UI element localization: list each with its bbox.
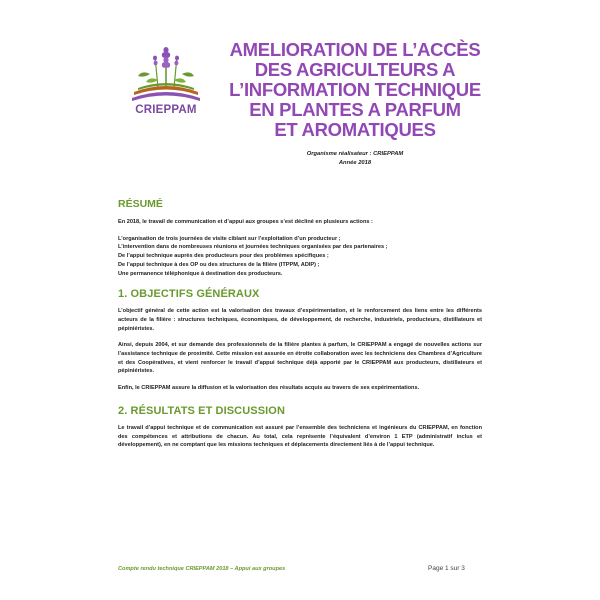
section-heading-resultats: 2. RÉSULTATS ET DISCUSSION [118,404,286,417]
resume-bullet: De l’appui technique auprès des producteurs pour des problèmes spécifiques ; [118,253,329,260]
organizer-line: Organisme réalisateur : CRIEPPAM [306,151,404,157]
resume-bullet: De l’appui technique à des OP ou des structures de la filière (ITPPM, ADIP) ; [118,261,320,268]
document-meta [210,150,500,168]
resume-bullet: L’organisation de trois journées de visite ciblant sur l’exploitation d’un producteur ; [118,235,341,242]
title-line: L’INFORMATION TECHNIQUE [229,79,481,100]
document-body [118,198,482,450]
title-line: DES AGRICULTEURS A [254,59,456,80]
title-line: AMELIORATION DE L’ACCÈS [229,39,481,60]
title-line: EN PLANTES A PARFUM [249,99,461,120]
document-title [210,40,500,140]
title-line: ET AROMATIQUES [274,119,436,140]
resultats-paragraph: Le travail d’appui technique et de communication est assuré par l’ensemble des techniciens et ingénieurs du CRIEPPAM, en fonction des compétences et attributions de chacun. Au total, cela représente l’équivalent d’environ 1 ETP (administratif inclus et développement), en ne comptant que les missions techniques et déplacements directement liés à de l’appui technique. [118,424,482,449]
resume-heading: RÉSUMÉ [118,198,163,210]
objectifs-paragraph: Ainsi, depuis 2004, et sur demande des professionnels de la filière plantes à parfum, le CRIEPPAM a engagé de nouvelles actions sur l’assistance technique de proximité. Cette mission est assurée en étroite collaboration avec les techniciens des Chambres d’Agriculture et des Coopératives, et vient renforcer le travail d’appui technique déjà apporté par le CRIEPPAM aux producteurs, distillateurs et pépiniéristes. [118,342,482,375]
footer-page-number: Page 1 sur 3 [428,565,465,572]
section-heading-objectifs: 1. OBJECTIFS GÉNÉRAUX [118,288,260,301]
resume-bullet: L’intervention dans de nombreuses réunions et journées techniques organisées par des partenaires ; [118,244,388,251]
objectifs-paragraph: Enfin, le CRIEPPAM assure la diffusion et la valorisation des résultats acquis au travers de ses expérimentations. [118,385,420,392]
resume-intro: En 2018, le travail de communication et d’appui aux groupes s’est décliné en plusieurs actions : [118,219,373,225]
objectifs-paragraph: L’objectif général de cette action est la valorisation des travaux d’expérimentation, et le renforcement des liens entre les différents acteurs de la filière : structures techniques, économiques, de développement, de recherche, industriels, producteurs, distillateurs et pépiniéristes. [118,308,482,332]
resume-bullet: Une permanence téléphonique à destination des producteurs. [118,270,283,277]
logo-wordmark: CRIEPPAM [135,104,197,116]
crieppam-logo [128,40,204,124]
year-line: Année 2018 [338,160,372,166]
footer-report-title: Compte rendu technique CRIEPPAM 2018 – Appui aux groupes [118,566,286,572]
lavender-field-logo-icon [128,40,204,102]
